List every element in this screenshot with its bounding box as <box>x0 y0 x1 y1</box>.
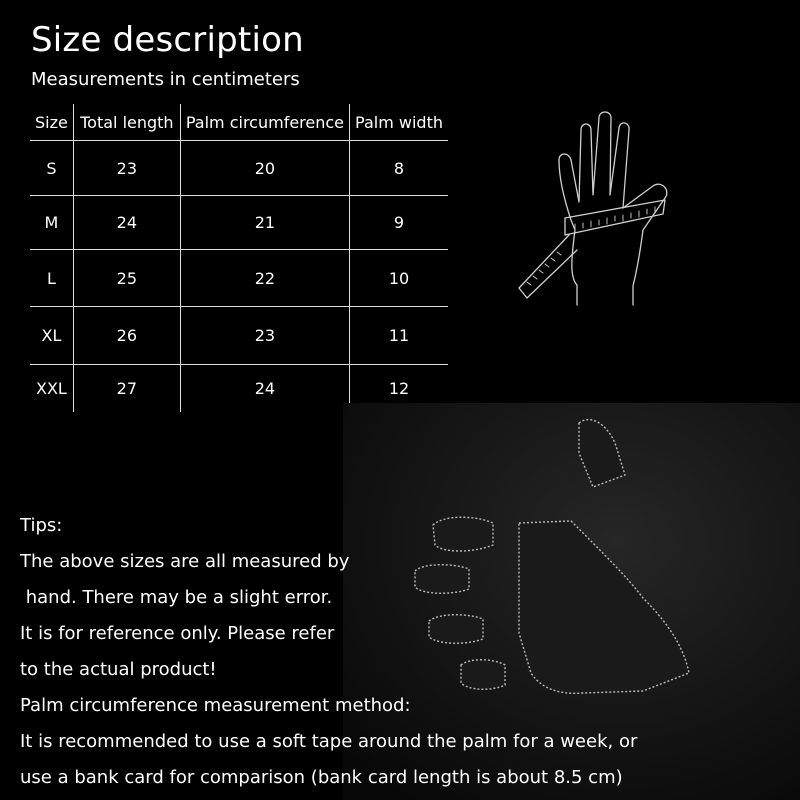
tips-line: Palm circumference measurement method: <box>20 695 411 716</box>
cell-total-length: 26 <box>73 307 180 365</box>
cell-palm-circumference: 20 <box>180 141 349 196</box>
units-subtitle: Measurements in centimeters <box>31 69 300 90</box>
tips-line: to the actual product! <box>20 659 217 680</box>
cell-size: L <box>30 250 73 307</box>
cell-palm-circumference: 22 <box>180 250 349 307</box>
cell-palm-width: 12 <box>350 365 449 413</box>
cell-palm-circumference: 24 <box>180 365 349 413</box>
tips-line: use a bank card for comparison (bank card length is about 8.5 cm) <box>20 767 623 788</box>
cell-palm-circumference: 21 <box>180 196 349 250</box>
tips-heading: Tips: <box>20 515 63 536</box>
cell-size: S <box>30 141 73 196</box>
cell-size: XXL <box>36 379 67 398</box>
cell-total-length: 24 <box>73 196 180 250</box>
tips-line: The above sizes are all measured by <box>20 551 350 572</box>
tips-line: It is for reference only. Please refer <box>20 623 335 644</box>
cell-palm-circumference: 23 <box>180 307 349 365</box>
tips-line: hand. There may be a slight error. <box>20 587 333 608</box>
cell-palm-width: 11 <box>350 307 449 365</box>
table-row <box>30 196 448 250</box>
table-row <box>30 141 448 196</box>
cell-size: M <box>30 196 73 250</box>
header-palm-width: Palm width <box>350 104 449 141</box>
cell-palm-width: 10 <box>350 250 449 307</box>
header-total-length: Total length <box>73 104 180 141</box>
tips-line: It is recommended to use a soft tape around the palm for a week, or <box>20 731 638 752</box>
cell-palm-width: 9 <box>350 196 449 250</box>
table-row <box>30 307 448 365</box>
cell-total-length: 27 <box>73 365 180 413</box>
cell-total-length: 23 <box>73 141 180 196</box>
header-size: Size <box>30 104 73 141</box>
table-header-row <box>30 104 448 141</box>
size-table <box>30 104 448 412</box>
tips-block <box>20 508 637 796</box>
table-row <box>30 250 448 307</box>
page-title: Size description <box>31 20 304 60</box>
hand-outline <box>559 112 667 305</box>
cell-palm-width: 8 <box>350 141 449 196</box>
hand-measurement-diagram <box>515 110 675 310</box>
cell-size: XL <box>30 307 73 365</box>
header-palm-circumference: Palm circumference <box>180 104 349 141</box>
cell-total-length: 25 <box>73 250 180 307</box>
